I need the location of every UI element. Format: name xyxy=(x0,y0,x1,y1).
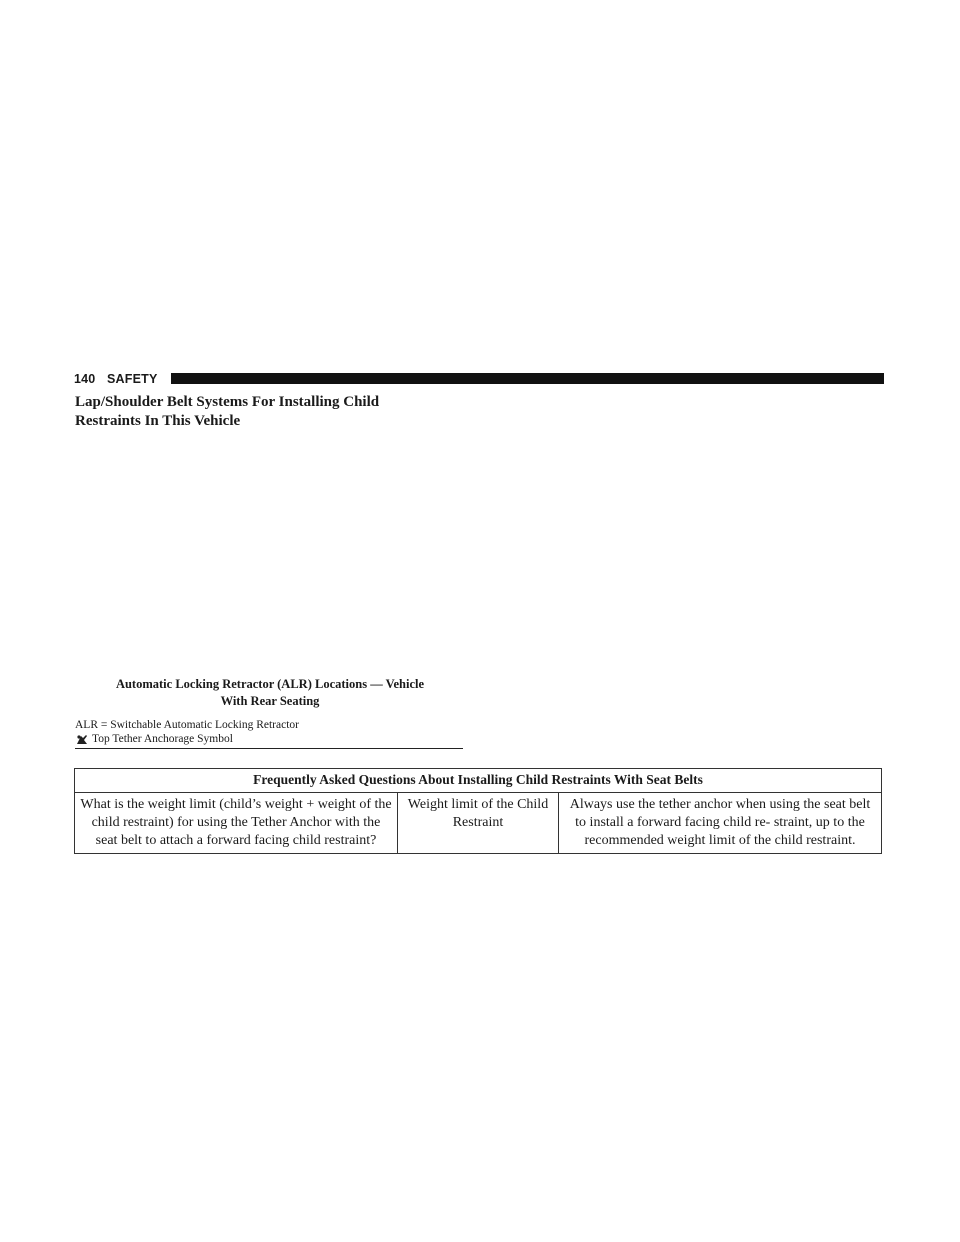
header-rule xyxy=(171,373,884,384)
faq-answer-cell: Weight limit of the Child Restraint xyxy=(398,793,559,854)
legend-alr-text: ALR = Switchable Automatic Locking Retractor xyxy=(75,719,299,731)
section-heading-line-2: Restraints In This Vehicle xyxy=(75,413,241,429)
faq-table-header-row xyxy=(75,769,882,793)
faq-table-title: Frequently Asked Questions About Installing Child Restraints With Seat Belts xyxy=(75,769,882,793)
legend-tether-text: Top Tether Anchorage Symbol xyxy=(92,733,233,745)
section-name: SAFETY xyxy=(107,372,158,386)
faq-table xyxy=(74,768,882,854)
table-row xyxy=(75,793,882,854)
page-number: 140 xyxy=(74,372,96,386)
legend-alr xyxy=(75,718,463,732)
tether-anchor-icon xyxy=(75,733,89,745)
faq-question-cell: What is the weight limit (child’s weight + weight of the child restraint) for using the Tether Anchor with the seat belt to attach a forward facing child restraint? xyxy=(75,793,398,854)
figure-caption xyxy=(75,676,465,710)
faq-recommendation-cell: Always use the tether anchor when using the seat belt to install a forward facing child re- straint, up to the recommended weight limit of the child restraint. xyxy=(559,793,882,854)
section-heading-line-1: Lap/Shoulder Belt Systems For Installing Child xyxy=(75,394,380,410)
figure-caption-line-2: With Rear Seating xyxy=(220,694,320,708)
page-header xyxy=(74,371,884,387)
figure-caption-line-1: Automatic Locking Retractor (ALR) Locations — Vehicle xyxy=(115,677,425,691)
legend-tether xyxy=(75,732,463,746)
section-heading xyxy=(75,393,495,431)
figure-legend xyxy=(75,718,463,749)
